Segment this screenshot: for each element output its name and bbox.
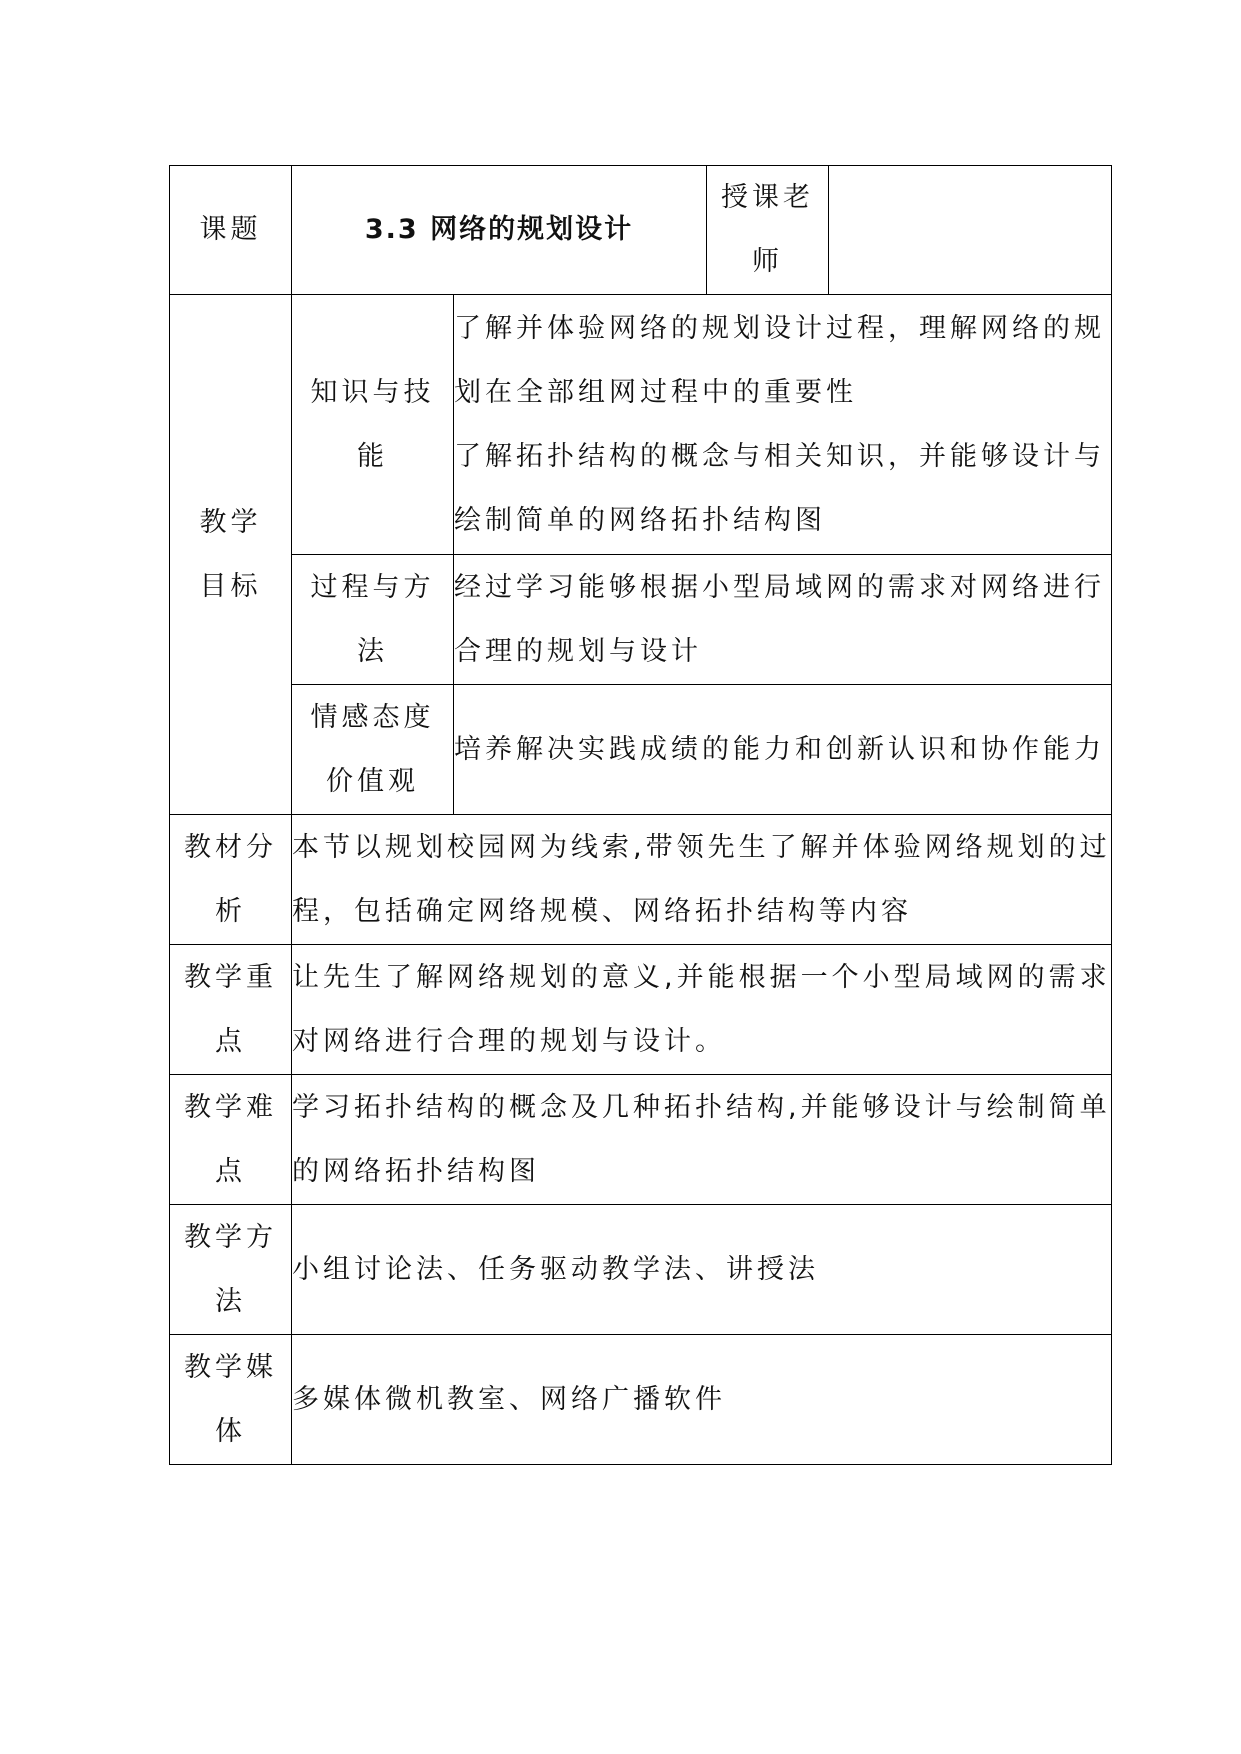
emotion-text: 培养解决实践成绩的能力和创新认识和协作能力 bbox=[454, 733, 1105, 765]
process-label-line1: 过程与方 bbox=[310, 571, 435, 603]
key-points-label-line2: 点 bbox=[215, 1025, 246, 1057]
key-points-label-line1: 教学重 bbox=[184, 961, 277, 993]
material-line-1: 本节以规划校园网为线索,带领先生了解并体验网络规划的过 bbox=[292, 831, 1111, 863]
difficulties-row bbox=[170, 1075, 1112, 1205]
knowledge-line-1: 了解并体验网络的规划设计过程，理解网络的规 bbox=[454, 312, 1105, 344]
knowledge-line-2: 划在全部组网过程中的重要性 bbox=[454, 376, 857, 408]
difficulties-label-line2: 点 bbox=[215, 1155, 246, 1187]
media-row bbox=[170, 1335, 1112, 1465]
key-points-content bbox=[292, 945, 1112, 1075]
process-line-1: 经过学习能够根据小型局域网的需求对网络进行 bbox=[454, 571, 1105, 603]
objectives-label bbox=[170, 295, 292, 815]
objectives-label-line2: 目标 bbox=[199, 570, 262, 602]
topic-label-text: 课题 bbox=[199, 214, 262, 245]
knowledge-label-line1: 知识与技 bbox=[310, 376, 435, 408]
key-points-row bbox=[170, 945, 1112, 1075]
emotion-content bbox=[454, 685, 1112, 815]
key-points-line-2: 对网络进行合理的规划与设计。 bbox=[292, 1025, 726, 1057]
media-text: 多媒体微机教室、网络广播软件 bbox=[292, 1383, 726, 1415]
methods-text: 小组讨论法、任务驱动教学法、讲授法 bbox=[292, 1253, 819, 1285]
topic-title bbox=[292, 166, 707, 295]
key-points-label bbox=[170, 945, 292, 1075]
emotion-label-line1: 情感态度 bbox=[310, 701, 435, 733]
material-label bbox=[170, 815, 292, 945]
teacher-label bbox=[707, 166, 829, 295]
objectives-label-line1: 教学 bbox=[199, 506, 262, 538]
difficulties-content bbox=[292, 1075, 1112, 1205]
teacher-label-line1: 授课老 bbox=[721, 182, 815, 213]
media-content bbox=[292, 1335, 1112, 1465]
methods-row bbox=[170, 1205, 1112, 1335]
objective-knowledge-row bbox=[170, 295, 1112, 555]
key-points-line-1: 让先生了解网络规划的意义,并能根据一个小型局域网的需求 bbox=[292, 961, 1111, 993]
material-label-line1: 教材分 bbox=[184, 831, 277, 863]
methods-content bbox=[292, 1205, 1112, 1335]
material-row bbox=[170, 815, 1112, 945]
material-label-line2: 析 bbox=[215, 895, 246, 927]
knowledge-content bbox=[454, 295, 1112, 555]
difficulties-line-1: 学习拓扑结构的概念及几种拓扑结构,并能够设计与绘制简单 bbox=[292, 1091, 1111, 1123]
teacher-label-line2: 师 bbox=[752, 246, 784, 277]
methods-label-line1: 教学方 bbox=[184, 1221, 277, 1253]
emotion-label-line2: 价值观 bbox=[326, 765, 419, 797]
media-label-line2: 体 bbox=[215, 1415, 246, 1447]
media-label bbox=[170, 1335, 292, 1465]
objective-emotion-row bbox=[170, 685, 1112, 815]
process-line-2: 合理的规划与设计 bbox=[454, 635, 702, 667]
material-content bbox=[292, 815, 1112, 945]
media-label-line1: 教学媒 bbox=[184, 1351, 277, 1383]
objective-process-row bbox=[170, 555, 1112, 685]
lesson-plan-table bbox=[169, 165, 1112, 1465]
emotion-label bbox=[292, 685, 454, 815]
teacher-value bbox=[829, 166, 1112, 295]
process-label bbox=[292, 555, 454, 685]
header-row bbox=[170, 166, 1112, 295]
difficulties-label-line1: 教学难 bbox=[184, 1091, 277, 1123]
material-line-2: 程，包括确定网络规模、网络拓扑结构等内容 bbox=[292, 895, 912, 927]
difficulties-label bbox=[170, 1075, 292, 1205]
knowledge-line-3: 了解拓扑结构的概念与相关知识，并能够设计与 bbox=[454, 440, 1105, 472]
difficulties-line-2: 的网络拓扑结构图 bbox=[292, 1155, 540, 1187]
knowledge-label-line2: 能 bbox=[357, 440, 388, 472]
process-content bbox=[454, 555, 1112, 685]
topic-label bbox=[170, 166, 292, 295]
methods-label-line2: 法 bbox=[215, 1285, 246, 1317]
topic-title-text: 3.3 网络的规划设计 bbox=[364, 214, 634, 245]
knowledge-label bbox=[292, 295, 454, 555]
process-label-line2: 法 bbox=[357, 635, 388, 667]
knowledge-line-4: 绘制简单的网络拓扑结构图 bbox=[454, 504, 826, 536]
methods-label bbox=[170, 1205, 292, 1335]
